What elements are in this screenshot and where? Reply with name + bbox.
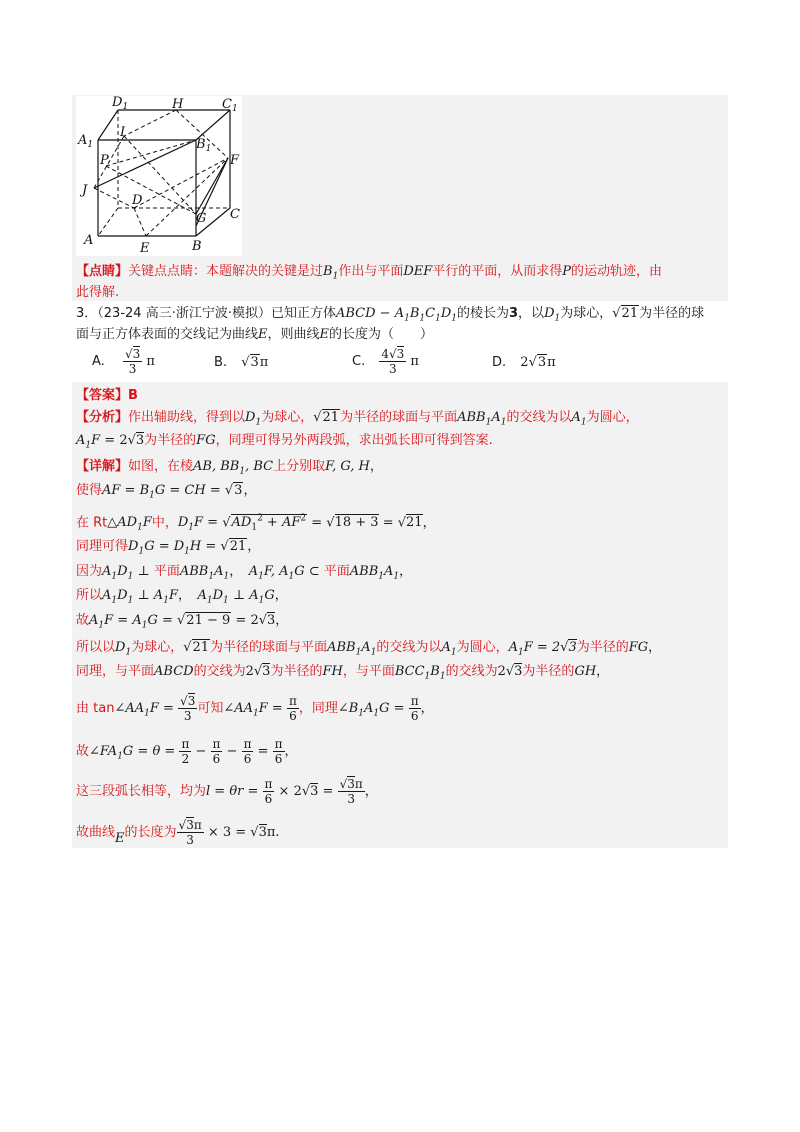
tip-text: 平行的平面，从而求得 — [432, 264, 563, 279]
problem-text: 已知正方体 — [270, 306, 336, 321]
detail-line-2: 使得AF = $B_1G$ = CH = √3， — [76, 483, 257, 501]
option-a-value: $\frac{√3}{3}$ — [124, 347, 141, 376]
analysis-line-1: 【分析】作出辅助线，得到以$D_1$为球心，√21为半径的球面与平面$ABB_1A_1$的交线为以$A_1$为圆心， — [76, 410, 639, 428]
radius: √21 — [612, 306, 639, 321]
detail-text: 的交线为以 — [376, 640, 442, 655]
cube-name: ABCD − $A_1B_1C_1D_1$ — [335, 306, 457, 324]
tip-text: 的运动轨迹，由 — [571, 264, 663, 279]
detail-text: 故 — [76, 613, 90, 628]
label-I: I — [120, 125, 126, 140]
analysis-text: 为球心， — [261, 410, 314, 425]
tip-text: 关键点点睛：本题解决的关键是过 — [128, 264, 324, 279]
detail-text: 因为 — [76, 564, 103, 579]
label-G: G — [196, 211, 207, 226]
label-D1: $D_1$ — [112, 96, 129, 112]
option-b[interactable] — [214, 355, 268, 370]
analysis-line-2: $A_1F = 2√3$为半径的FG，同理可得另外两段弧，求出弧长即可得到答案. — [76, 433, 493, 451]
option-label: D. — [492, 355, 507, 370]
detail-text: ，与平面 — [342, 664, 395, 679]
option-label: A. — [92, 354, 105, 369]
analysis-text: 的交线为以 — [506, 410, 572, 425]
answer-tag: 【答案】 — [76, 388, 129, 403]
option-c[interactable]: C. $\frac{4√3}{3}$ π — [352, 347, 419, 376]
problem-text: ，则曲线 — [267, 327, 320, 342]
detail-line-11: 故$\angle FA_1G = \theta$ = $\frac{\pi}{2}$ − $\frac{\pi}{6}$ − $\frac{\pi}{6}$ = $\frac{\pi}{6}$ ， — [76, 737, 298, 766]
label-P: P — [100, 153, 109, 168]
analysis-tag: 【分析】 — [76, 410, 129, 425]
detail-text: 的交线为 — [193, 664, 246, 679]
analysis-text: 为半径的球面与平面 — [340, 410, 458, 425]
cube-figure — [76, 96, 242, 256]
problem-number: 3． — [76, 306, 98, 321]
detail-text: 为球心， — [131, 640, 184, 655]
problem-text: 的棱长为 — [456, 306, 509, 321]
edge-length: 3 — [509, 306, 519, 321]
detail-text: 平面 — [153, 564, 180, 579]
detail-text: 故 — [76, 744, 90, 759]
option-d-value: 2√3π — [520, 355, 556, 370]
tip-line-2: 此得解. — [76, 285, 120, 300]
detail-text: 同理可得 — [76, 539, 129, 554]
detail-line-3: 在 $Rt\triangle AD_1F$中，$D_1F = √AD_1^2 + AF^2 = √18 + 3 = √21$， — [76, 514, 436, 533]
label-B1: $B_1$ — [196, 137, 212, 154]
detail-line-7: 故$A_1F = A_1G = √21 - 9 = 2√3$， — [76, 613, 289, 631]
problem-text: 面与正方体表面的交线记为曲线 — [76, 327, 259, 342]
detail-text: 上分别取 — [273, 459, 326, 474]
curve-e: E — [258, 327, 268, 342]
analysis-text: 为圆心， — [586, 410, 639, 425]
option-d[interactable] — [492, 355, 556, 370]
label-B: B — [192, 239, 202, 254]
detail-line-8: 所以以$D_1$为球心，√21为半径的球面与平面$ABB_1A_1$的交线为以$A_1$为圆心，$A_1F = 2√3$为半径的FG， — [76, 640, 662, 658]
detail-text: 同理，与平面 — [76, 664, 155, 679]
detail-text: 由 tan — [76, 701, 115, 716]
detail-text: 在 Rt — [76, 515, 108, 531]
detail-text: 为半径的球面与平面 — [210, 640, 328, 655]
detail-text: 为半径的 — [576, 640, 629, 655]
detail-text: 可知 — [197, 701, 224, 716]
tip-b1: $B_1$ — [323, 264, 339, 282]
label-D: D — [132, 193, 143, 208]
detail-text: 故曲线 — [76, 825, 116, 840]
detail-text: 平面 — [323, 564, 350, 579]
label-C: C — [230, 207, 240, 222]
detail-text: 如图，在棱 — [128, 459, 194, 474]
problem-text: 为球心， — [560, 306, 613, 321]
label-A1: $A_1$ — [78, 133, 94, 150]
label-F: F — [230, 153, 240, 168]
problem-text: 为半径的球 — [639, 306, 705, 321]
detail-line-12: 这三段弧长相等，均为l = θr = $\frac{\pi}{6}$ × 2√3 = $\frac{√3\pi}{3}$ ， — [76, 777, 378, 806]
problem-source: （23-24 高三·浙江宁波·模拟） — [97, 306, 271, 321]
detail-text: ，同理 — [298, 701, 338, 716]
tip-plane: DEF — [403, 264, 433, 279]
detail-line-4: 同理可得$D_1G = D_1H = √21$， — [76, 539, 261, 557]
detail-text: 中， — [151, 515, 178, 531]
analysis-text: ，同理可得另外两段弧，求出弧长即可得到答案. — [215, 433, 493, 448]
problem-text: ，以 — [518, 306, 545, 321]
label-E: E — [140, 241, 150, 256]
center-d1: $D_1$ — [544, 306, 561, 324]
tip-p: P — [562, 264, 572, 279]
label-A: A — [84, 233, 94, 248]
detail-line-6: 所以$A_1D_1$ ⊥ $A_1F$， $A_1D_1$ ⊥ $A_1G$， — [76, 588, 288, 606]
detail-text: 为半径的 — [522, 664, 575, 679]
detail-text: 使得 — [76, 483, 103, 498]
detail-line-1: 【详解】如图，在棱AB, $BB_1$, BC上分别取F, G, H， — [76, 459, 383, 477]
detail-text: 的交线为 — [445, 664, 498, 679]
detail-text: 的长度为 — [124, 825, 177, 840]
label-C1: $C_1$ — [222, 97, 238, 114]
label-J: J — [82, 183, 88, 198]
detail-line-9: 同理，与平面ABCD的交线为2√3为半径的FH，与平面$BCC_1B_1$的交线为2√3为半径的GH， — [76, 664, 610, 682]
answer-value: B — [128, 388, 138, 403]
tip-text: 作出与平面 — [338, 264, 404, 279]
detail-text: 为圆心， — [456, 640, 509, 655]
answer-line — [76, 386, 138, 406]
detail-line-10: 由 $\tan\angle AA_1F$ = $\frac{√3}{3}$ 可知$\angle AA_1F$ = $\frac{\pi}{6}$ ，同理$\angle B_1A_1G$ = $\frac{\pi}{6}$ ， — [76, 694, 434, 723]
problem-line-2 — [76, 325, 433, 345]
detail-text: 所以 — [76, 588, 103, 603]
tip-tag: 【点睛】 — [76, 264, 129, 279]
detail-line-13: 故曲线E的长度为 $\frac{√3\pi}{3}$ × 3 = √3π. — [76, 818, 280, 847]
detail-text: 所以以 — [76, 640, 116, 655]
option-label: C. — [352, 354, 366, 369]
detail-line-5: 因为$A_1D_1$ ⊥ 平面$ABB_1A_1$， $A_1F$, $A_1G$ ⊂ 平面$ABB_1A_1$， — [76, 564, 413, 582]
curve-e: E — [319, 327, 330, 342]
problem-text: 的长度为（ ） — [329, 327, 434, 342]
detail-text: 这三段弧长相等，均为 — [76, 784, 207, 799]
option-a[interactable]: A. $\frac{√3}{3}$ π — [92, 347, 155, 376]
analysis-text: 作出辅助线，得到以 — [128, 410, 246, 425]
option-c-value: $\frac{4√3}{3}$ — [381, 347, 405, 376]
tip-line-1 — [76, 262, 662, 287]
option-label: B. — [214, 355, 228, 370]
label-H: H — [172, 97, 184, 112]
analysis-text: 为半径的 — [144, 433, 197, 448]
detail-text: 为半径的 — [270, 664, 323, 679]
option-b-value: √3π — [241, 355, 269, 370]
detail-tag: 【详解】 — [76, 459, 129, 474]
